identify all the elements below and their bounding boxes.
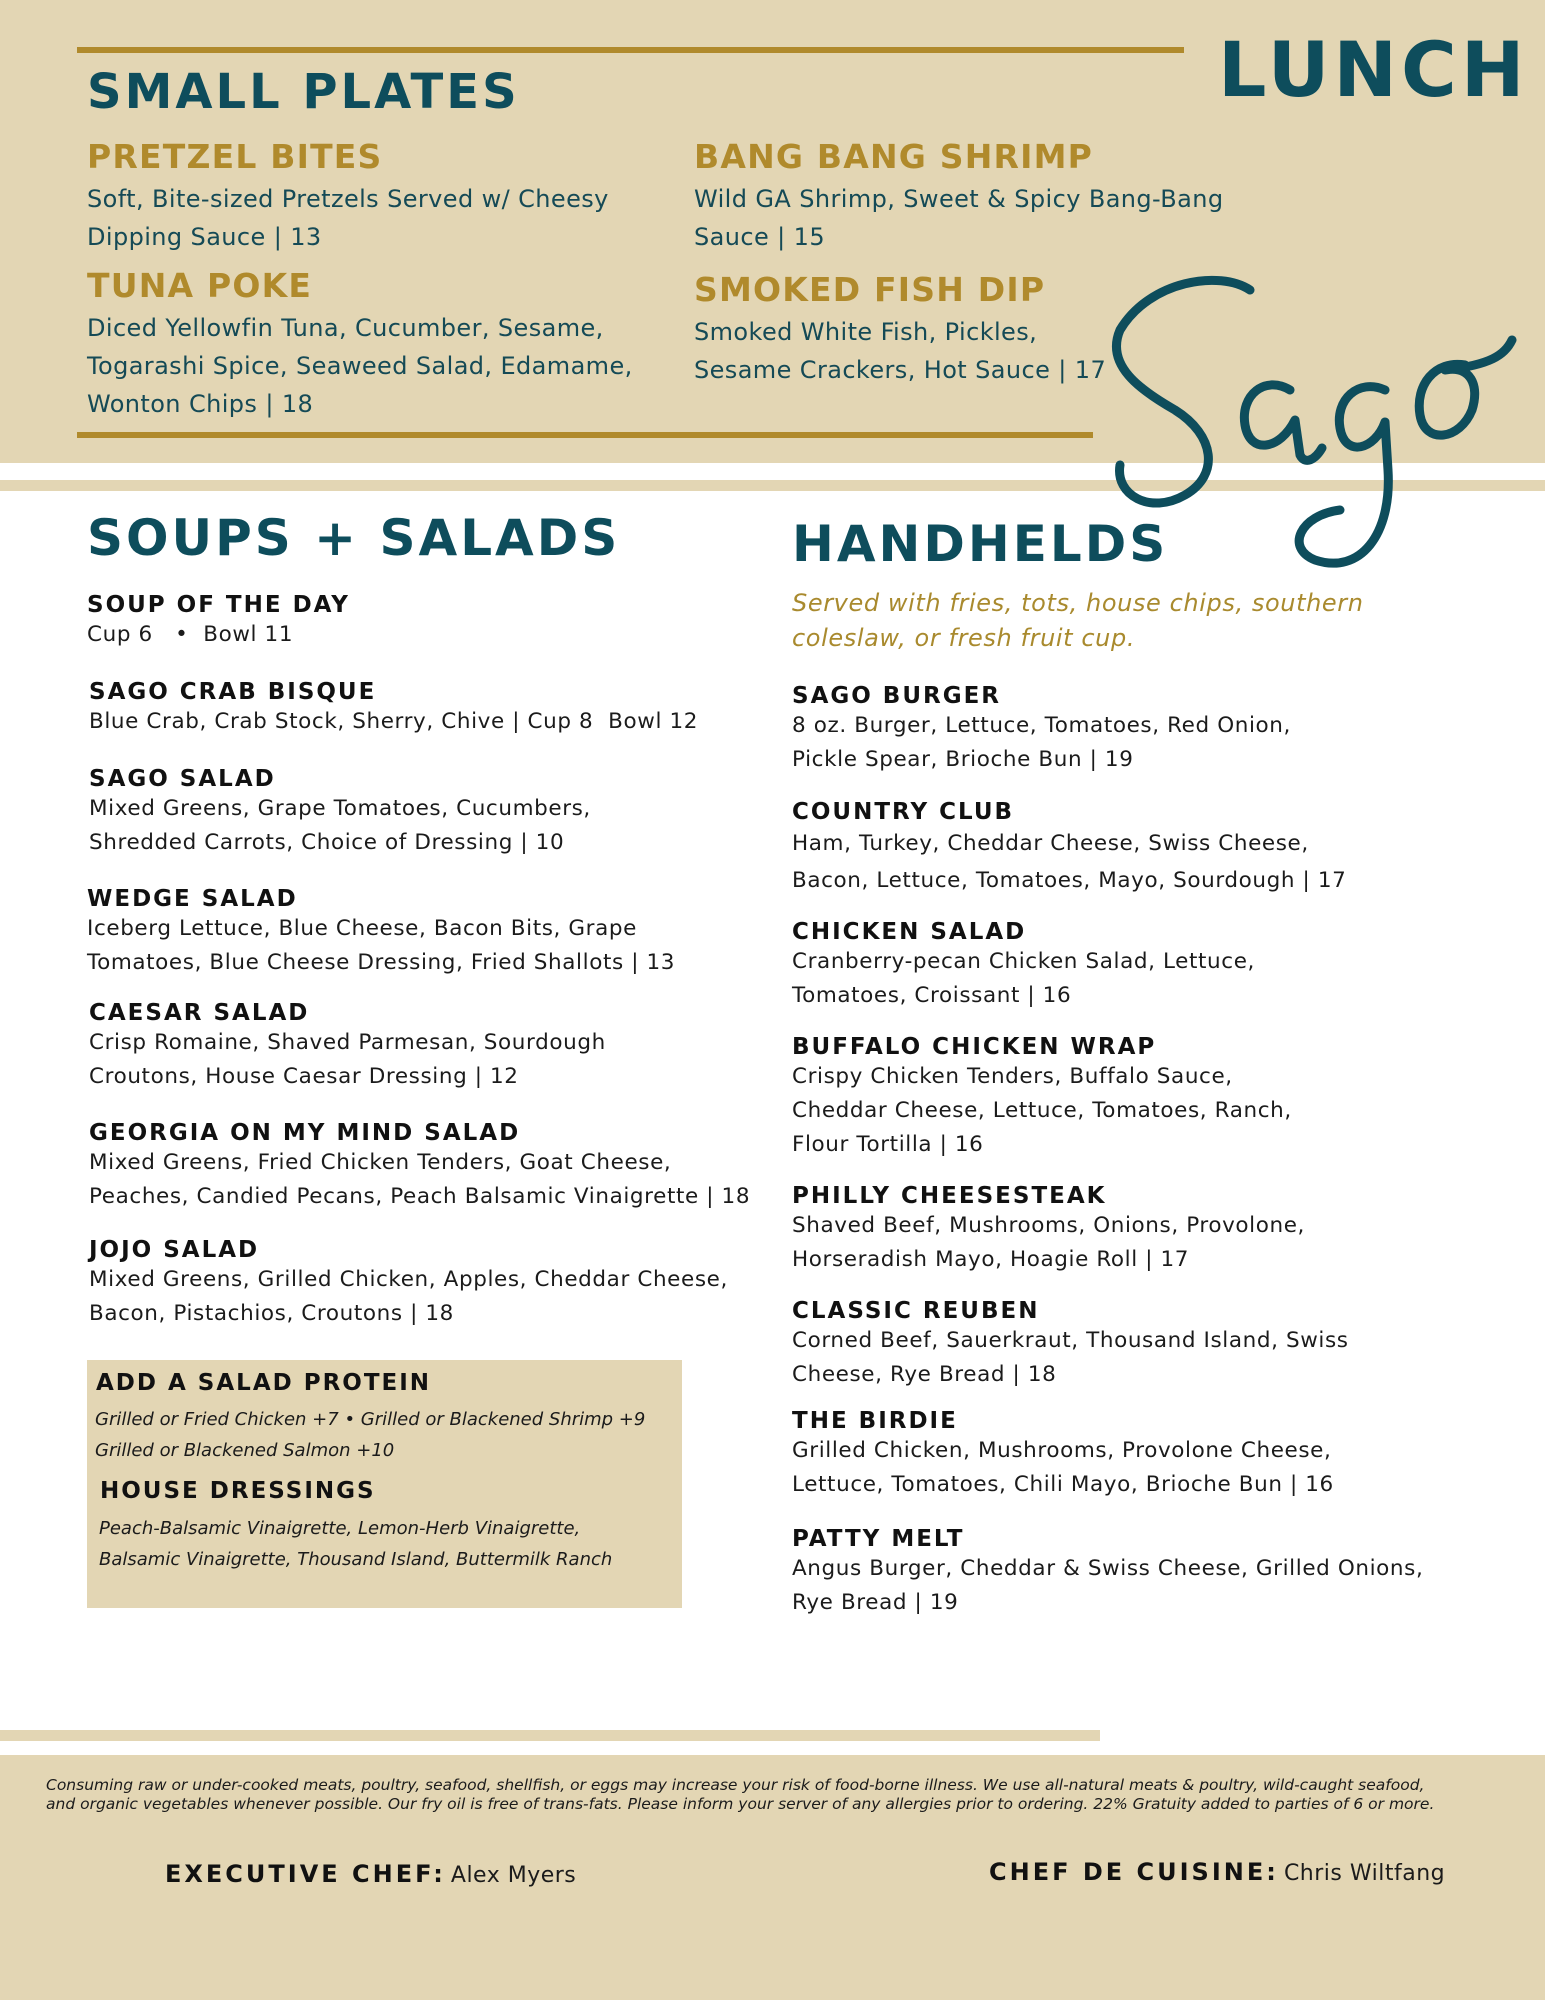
menu-item-desc: Crispy Chicken Tenders, Buffalo Sauce, Cheddar Cheese, Lettuce, Tomatoes, Ranch, Flour Tortilla | 16 [792,1064,1292,1157]
chef-de-cuisine-name: Chris Wiltfang [1283,1861,1446,1886]
house-dressings-title: HOUSE DRESSINGS [100,1478,376,1504]
menu-item-desc: Crisp Romaine, Shaved Parmesan, Sourdough Croutons, House Caesar Dressing | 12 [89,1030,606,1089]
menu-item-name: COUNTRY CLUB [792,799,1015,825]
executive-chef-label: EXECUTIVE CHEF: [165,1860,446,1888]
menu-item-name: CAESAR SALAD [89,1000,310,1026]
menu-item [792,1034,1492,1162]
bottom-gold-rule [77,432,1093,438]
menu-item-name: SAGO CRAB BISQUE [89,679,377,705]
menu-item [87,886,767,980]
small-plate-item [694,137,1254,256]
menu-item-name: SOUP OF THE DAY [87,592,350,618]
menu-item-name: CLASSIC REUBEN [792,1298,1040,1324]
menu-item [89,679,789,739]
bottom-divider-strip [0,1730,1100,1741]
handhelds-sides-note: Served with fries, tots, house chips, southern coleslaw, or fresh fruit cup. [792,589,1364,652]
menu-item-desc: Cranberry-pecan Chicken Salad, Lettuce, Tomatoes, Croissant | 16 [792,949,1255,1008]
menu-item [792,1298,1492,1392]
small-plate-name: PRETZEL BITES [87,137,383,176]
menu-item-desc: Ham, Turkey, Cheddar Cheese, Swiss Cheese, Bacon, Lettuce, Tomatoes, Mayo, Sourdough | 17 [792,831,1347,893]
menu-item [792,799,1492,899]
menu-item-desc: Mixed Greens, Fried Chicken Tenders, Goat Cheese, Peaches, Candied Pecans, Peach Balsamic Vinaigrette | 18 [89,1150,751,1209]
top-gold-rule [77,47,1184,53]
small-plate-desc: Diced Yellowfin Tuna, Cucumber, Sesame, Togarashi Spice, Seaweed Salad, Edamame, Wonton Chips | 18 [87,314,633,418]
menu-item-name: PATTY MELT [792,1526,965,1552]
menu-item [87,592,767,652]
menu-item-desc: Grilled Chicken, Mushrooms, Provolone Cheese, Lettuce, Tomatoes, Chili Mayo, Brioche Bun | 16 [792,1438,1334,1497]
menu-item-name: JOJO SALAD [89,1237,260,1263]
house-dressings-list: Peach-Balsamic Vinaigrette, Lemon-Herb Vinaigrette, Balsamic Vinaigrette, Thousand Island, Buttermilk Ranch [99,1518,613,1570]
menu-item [792,1183,1492,1277]
sago-logo-text: Sago [1310,430,1313,431]
menu-type-heading: LUNCH [1218,25,1529,114]
small-plate-name: BANG BANG SHRIMP [694,137,1094,176]
executive-chef [165,1860,576,1888]
chef-de-cuisine [989,1858,1445,1886]
menu-item-desc: Blue Crab, Crab Stock, Sherry, Chive | Cup 8 Bowl 12 [89,709,699,734]
menu-item-desc: Mixed Greens, Grape Tomatoes, Cucumbers, Shredded Carrots, Choice of Dressing | 10 [89,796,591,855]
small-plate-item [694,270,1254,389]
soups-salads-heading: SOUPS + SALADS [87,509,621,567]
executive-chef-name: Alex Myers [450,1863,577,1888]
menu-item-name: THE BIRDIE [792,1408,958,1434]
menu-item-name: BUFFALO CHICKEN WRAP [792,1034,1157,1060]
menu-item [792,1408,1492,1502]
handhelds-heading: HANDHELDS [792,515,1169,573]
salad-protein-options: Grilled or Fried Chicken +7 • Grilled or Blackened Shrimp +9 Grilled or Blackened Salmon +10 [95,1409,646,1461]
menu-item-name: PHILLY CHEESESTEAK [792,1183,1107,1209]
small-plate-item [87,137,647,256]
menu-item [792,1526,1512,1620]
salad-protein-title: ADD A SALAD PROTEIN [96,1370,432,1396]
menu-item [792,683,1492,777]
chef-de-cuisine-label: CHEF DE CUISINE: [989,1858,1279,1886]
small-plate-desc: Smoked White Fish, Pickles, Sesame Crackers, Hot Sauce | 17 [694,318,1107,384]
menu-item-desc: Angus Burger, Cheddar & Swiss Cheese, Grilled Onions, Rye Bread | 19 [792,1556,1424,1615]
small-plate-name: TUNA POKE [87,266,313,305]
menu-item [89,1120,789,1214]
menu-item-desc: Cup 6 • Bowl 11 [87,622,294,647]
menu-item-desc: Corned Beef, Sauerkraut, Thousand Island, Swiss Cheese, Rye Bread | 18 [792,1328,1349,1387]
menu-item-desc: Iceberg Lettuce, Blue Cheese, Bacon Bits, Grape Tomatoes, Blue Cheese Dressing, Fried Shallots | 13 [87,916,676,975]
small-plate-desc: Wild GA Shrimp, Sweet & Spicy Bang-Bang Sauce | 15 [694,185,1224,251]
menu-item-desc: 8 oz. Burger, Lettuce, Tomatoes, Red Onion, Pickle Spear, Brioche Bun | 19 [792,713,1291,772]
menu-item-name: SAGO BURGER [792,683,1002,709]
menu-item-name: GEORGIA ON MY MIND SALAD [89,1120,521,1146]
small-plates-heading: SMALL PLATES [87,64,520,120]
small-plate-name: SMOKED FISH DIP [694,270,1046,309]
menu-item [89,1000,769,1094]
menu-item-desc: Shaved Beef, Mushrooms, Onions, Provolone, Horseradish Mayo, Hoagie Roll | 17 [792,1213,1305,1272]
menu-item-desc: Mixed Greens, Grilled Chicken, Apples, Cheddar Cheese, Bacon, Pistachios, Croutons | 18 [89,1267,728,1326]
food-safety-disclaimer: Consuming raw or under-cooked meats, poultry, seafood, shellfish, or eggs may increase your risk of food-borne illness. We use all-natural meats & poultry, wild-caught seafood, and organic vegetables whenever possible. Our fry oil is free of trans-fats. Please inform your server of any allergies prior to ordering. 22% Gratuity added to parties of 6 or more. [46,1776,1435,1813]
menu-item-name: SAGO SALAD [89,766,276,792]
menu-item [89,1237,789,1331]
menu-item [89,766,769,860]
salad-addons-box [87,1360,682,1608]
small-plate-item [87,266,687,423]
small-plate-desc: Soft, Bite-sized Pretzels Served w/ Cheesy Dipping Sauce | 13 [87,185,609,251]
menu-item-name: WEDGE SALAD [87,886,298,912]
menu-item [792,919,1492,1013]
menu-item-name: CHICKEN SALAD [792,919,1027,945]
